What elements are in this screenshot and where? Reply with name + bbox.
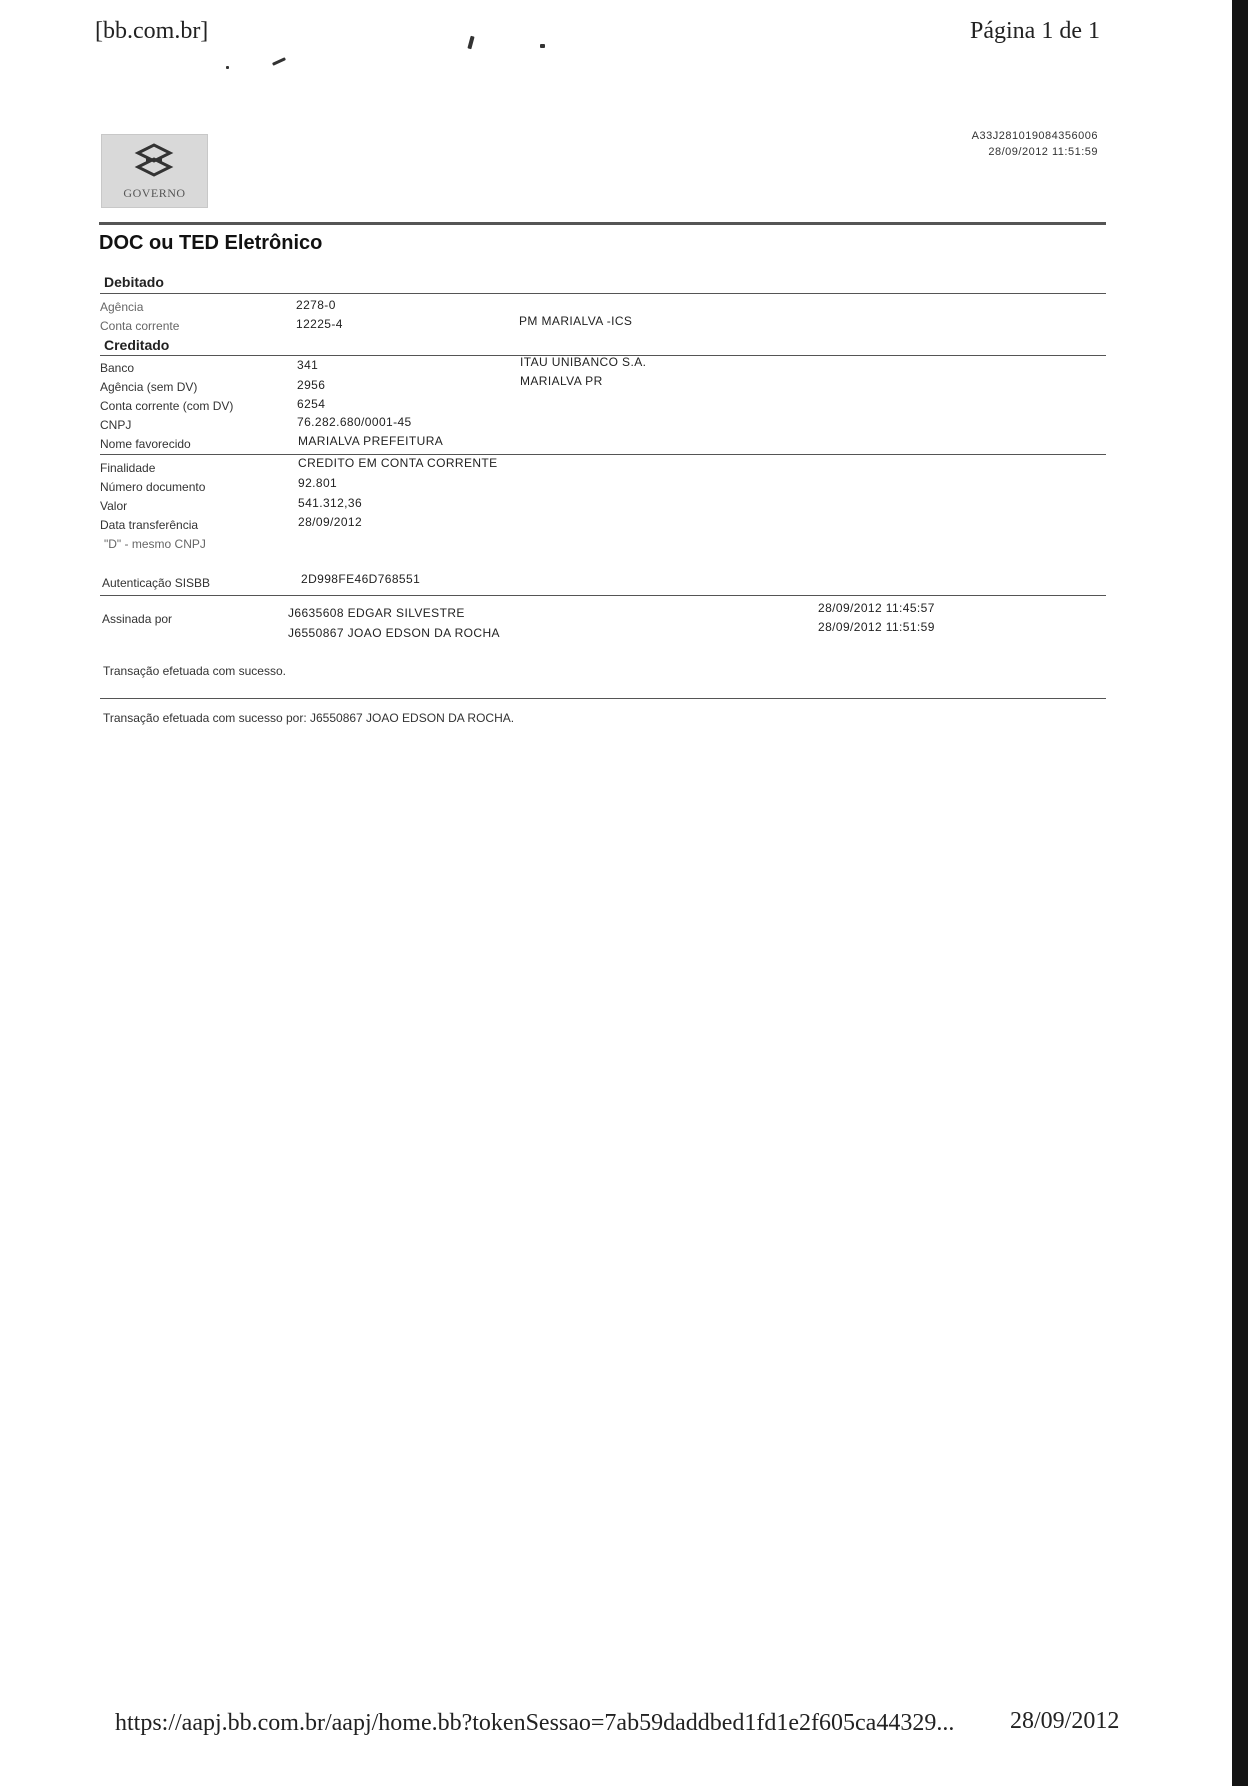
field-value-banco: 341 — [297, 358, 319, 372]
print-header-page: Página 1 de 1 — [970, 18, 1100, 44]
scan-speck — [226, 66, 229, 69]
field-label-data-transferencia: Data transferência — [100, 518, 199, 532]
scan-speck — [467, 36, 474, 50]
field-label-agencia-credito: Agência (sem DV) — [100, 380, 198, 394]
field-label-agencia-debito: Agência — [100, 300, 144, 314]
page-title: DOC ou TED Eletrônico — [99, 232, 323, 254]
field-label-valor: Valor — [100, 499, 128, 513]
field-label-numero-documento: Número documento — [100, 480, 206, 494]
bank-logo — [101, 134, 208, 208]
section-divider — [100, 293, 1106, 294]
scan-speck — [272, 57, 286, 66]
section-debitado-title: Debitado — [104, 274, 164, 290]
field-extra-agencia-credito: MARIALVA PR — [520, 374, 603, 388]
field-label-conta-credito: Conta corrente (com DV) — [100, 399, 234, 413]
bank-logo-icon — [132, 141, 176, 181]
field-label-conta-debito: Conta corrente — [100, 319, 180, 333]
field-value-nome-favorecido: MARIALVA PREFEITURA — [298, 434, 444, 448]
auth-code: 2D998FE46D768551 — [301, 572, 421, 586]
field-label-nome-favorecido: Nome favorecido — [100, 437, 191, 451]
status-message: Transação efetuada com sucesso. — [103, 664, 286, 678]
scan-edge — [1232, 0, 1248, 1786]
field-value-valor: 541.312,36 — [298, 496, 363, 510]
field-value-agencia-credito: 2956 — [297, 378, 326, 392]
field-value-agencia-debito: 2278-0 — [296, 298, 336, 312]
signer-timestamp: 28/09/2012 11:51:59 — [818, 620, 935, 634]
print-footer-url: https://aapj.bb.com.br/aapj/home.bb?tokenSessao=7ab59daddbed1fd1e2f605ca44329... — [115, 1710, 955, 1736]
print-header-site: [bb.com.br] — [95, 18, 209, 44]
field-value-numero-documento: 92.801 — [298, 476, 338, 490]
section-divider — [100, 454, 1106, 455]
field-value-conta-credito: 6254 — [297, 397, 326, 411]
field-extra-conta-debito: PM MARIALVA -ICS — [519, 314, 633, 328]
field-label-banco: Banco — [100, 361, 135, 375]
cnpj-note: "D" - mesmo CNPJ — [104, 537, 206, 551]
field-value-cnpj: 76.282.680/0001-45 — [297, 415, 412, 429]
field-value-finalidade: CREDITO EM CONTA CORRENTE — [298, 456, 498, 470]
section-divider — [100, 595, 1106, 596]
signer-timestamp: 28/09/2012 11:45:57 — [818, 601, 935, 615]
transaction-timestamp: 28/09/2012 11:51:59 — [988, 146, 1098, 158]
field-extra-banco: ITAU UNIBANCO S.A. — [520, 355, 647, 369]
logo-label: GOVERNO — [123, 186, 186, 200]
section-creditado-title: Creditado — [104, 337, 170, 353]
signer-name: J6635608 EDGAR SILVESTRE — [288, 606, 465, 620]
print-footer-date: 28/09/2012 — [1010, 1708, 1120, 1734]
auth-label: Autenticação SISBB — [102, 576, 211, 590]
header-divider — [99, 222, 1106, 225]
field-label-cnpj: CNPJ — [100, 418, 132, 432]
field-label-finalidade: Finalidade — [100, 461, 156, 475]
transaction-id: A33J281019084356006 — [971, 130, 1098, 142]
status-message-by: Transação efetuada com sucesso por: J6550867 JOAO EDSON DA ROCHA. — [103, 711, 515, 725]
signer-name: J6550867 JOAO EDSON DA ROCHA — [288, 626, 500, 640]
field-value-conta-debito: 12225-4 — [296, 317, 343, 331]
transaction-info — [972, 128, 1098, 160]
scan-speck — [540, 44, 545, 48]
section-divider — [100, 698, 1106, 699]
field-value-data-transferencia: 28/09/2012 — [298, 515, 363, 529]
signatures-label: Assinada por — [102, 612, 173, 626]
